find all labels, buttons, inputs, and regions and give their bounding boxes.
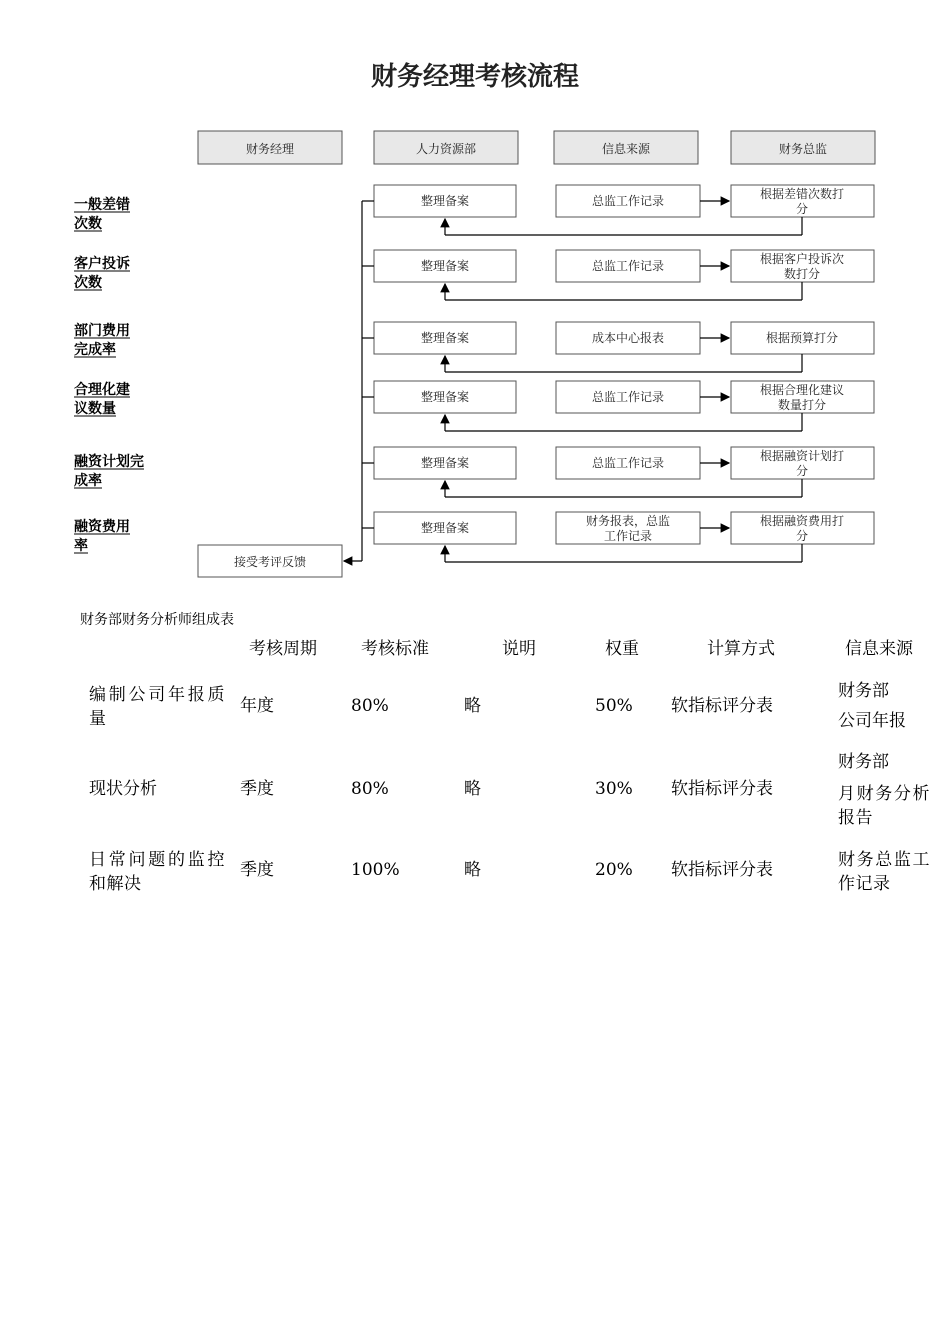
source-box-label: 总监工作记录 — [591, 456, 665, 470]
hr-box-label: 整理备案 — [420, 331, 470, 345]
lane-header-label: 信息来源 — [601, 142, 651, 156]
cfo-box-label: 根据差错次数打 — [759, 187, 845, 201]
header-method: 计算方式 — [707, 639, 775, 659]
lane-header-label: 财务经理 — [245, 142, 295, 156]
table-row-standard: 100% — [351, 860, 400, 880]
cfo-box-label: 根据融资计划打 — [759, 449, 845, 463]
cfo-box-label: 分 — [795, 202, 809, 216]
feedback-box-label: 接受考评反馈 — [233, 555, 307, 569]
table-row-item: 日常问题的监控和解决 — [89, 850, 225, 894]
cfo-box-label: 数打分 — [783, 267, 821, 281]
source-box-label: 工作记录 — [603, 529, 653, 543]
table-row-source-a: 财务部 — [838, 681, 889, 701]
table-row-note: 略 — [464, 696, 481, 716]
criterion-label: 成率 — [74, 473, 102, 489]
table-row-weight: 30% — [595, 779, 633, 799]
hr-box-label: 整理备案 — [420, 194, 470, 208]
cfo-box-label: 根据融资费用打 — [759, 514, 845, 528]
lane-header-label: 人力资源部 — [415, 142, 477, 156]
source-box-label: 总监工作记录 — [591, 259, 665, 273]
table-row-source-a: 财务总监工作记录 — [838, 850, 930, 894]
table-row-note: 略 — [464, 860, 481, 880]
criterion-label: 合理化建 — [74, 382, 130, 398]
page-title: 财务经理考核流程 — [370, 62, 579, 92]
table-row-item: 编制公司年报质量 — [89, 685, 225, 729]
cfo-box-label: 数量打分 — [777, 398, 827, 412]
cfo-box-label: 根据合理化建议 — [759, 383, 845, 397]
criterion-label: 率 — [74, 538, 88, 554]
header-period: 考核周期 — [249, 639, 317, 659]
header-source: 信息来源 — [845, 639, 913, 659]
flowchart — [0, 0, 950, 600]
lane-header-label: 财务总监 — [778, 142, 828, 156]
table-row-method: 软指标评分表 — [671, 696, 773, 716]
criterion-label: 一般差错 — [74, 197, 130, 213]
criterion-label: 完成率 — [74, 342, 116, 358]
source-box-label: 总监工作记录 — [591, 390, 665, 404]
criterion-label: 融资费用 — [74, 519, 130, 535]
header-note: 说明 — [502, 639, 536, 659]
criterion-label: 部门费用 — [74, 323, 130, 339]
source-box-label: 财务报表，总监 — [585, 514, 671, 528]
cfo-box-label: 分 — [795, 529, 809, 543]
hr-box-label: 整理备案 — [420, 456, 470, 470]
source-box-label: 成本中心报表 — [591, 331, 665, 345]
cfo-box-label: 根据客户投诉次 — [759, 252, 845, 266]
criterion-label: 次数 — [74, 275, 102, 291]
table-row-weight: 20% — [595, 860, 633, 880]
hr-box-label: 整理备案 — [420, 390, 470, 404]
table-row-source-b: 公司年报 — [838, 711, 906, 731]
criterion-label: 次数 — [74, 216, 102, 232]
criterion-label: 客户投诉 — [74, 256, 130, 272]
table-row-standard: 80% — [351, 779, 389, 799]
table-row-note: 略 — [464, 779, 481, 799]
cfo-box-label: 分 — [795, 464, 809, 478]
table-row-source-b: 月财务分析报告 — [838, 784, 930, 828]
table-row-method: 软指标评分表 — [671, 779, 773, 799]
hr-box-label: 整理备案 — [420, 521, 470, 535]
table-row-period: 季度 — [240, 860, 274, 880]
header-weight: 权重 — [605, 639, 639, 659]
table-row-standard: 80% — [351, 696, 389, 716]
table-row-period: 季度 — [240, 779, 274, 799]
table-row-period: 年度 — [240, 696, 274, 716]
hr-box-label: 整理备案 — [420, 259, 470, 273]
source-box-label: 总监工作记录 — [591, 194, 665, 208]
table-row-method: 软指标评分表 — [671, 860, 773, 880]
table-row-weight: 50% — [595, 696, 633, 716]
table-caption: 财务部财务分析师组成表 — [80, 612, 234, 628]
cfo-box-label: 根据预算打分 — [765, 331, 839, 345]
criterion-label: 议数量 — [74, 401, 116, 417]
table-row-source-a: 财务部 — [838, 752, 889, 772]
header-standard: 考核标准 — [361, 639, 429, 659]
criterion-label: 融资计划完 — [74, 454, 144, 470]
table-row-item: 现状分析 — [89, 779, 157, 799]
